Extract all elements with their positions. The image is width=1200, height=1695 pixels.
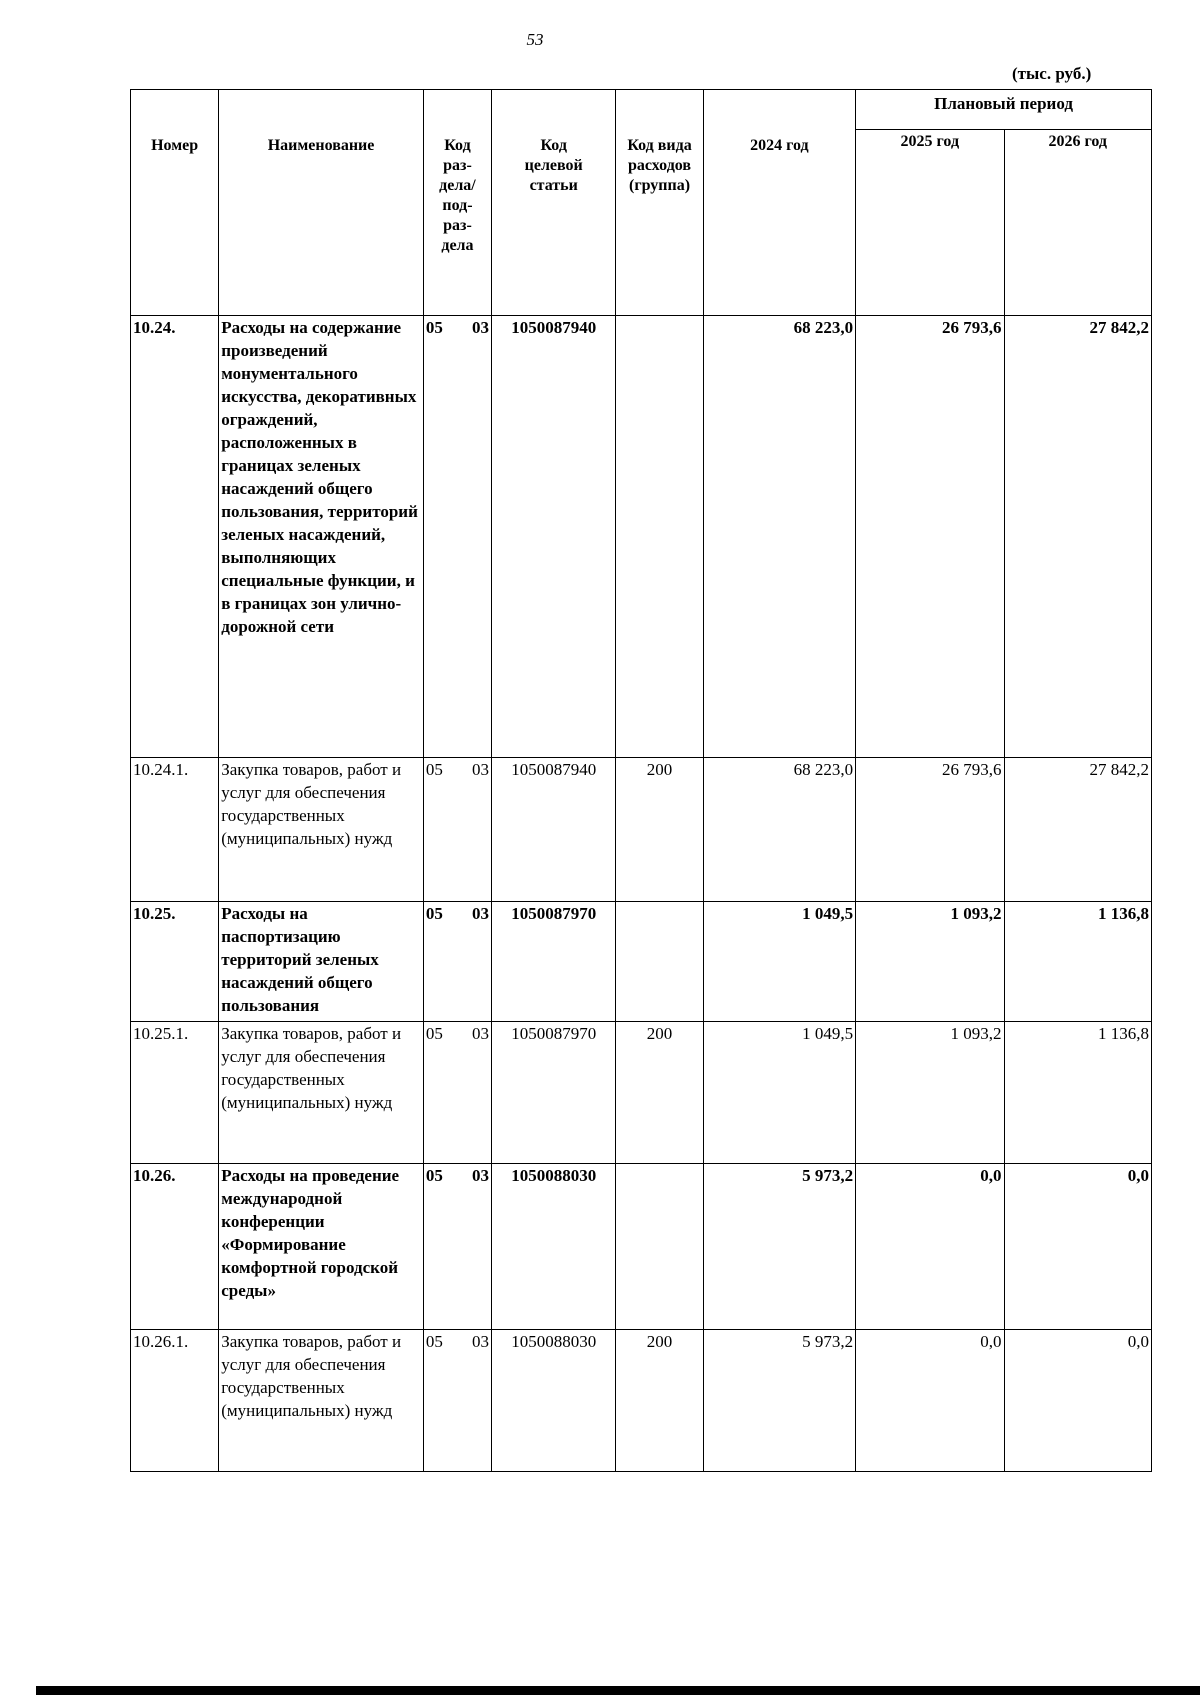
header-name: Наименование (219, 90, 424, 316)
table-row (131, 316, 1152, 758)
row-2026: 1 136,8 (1004, 1022, 1152, 1164)
row-2025: 0,0 (856, 1330, 1004, 1472)
table-row (131, 758, 1152, 902)
row-number: 10.26. (131, 1164, 219, 1330)
row-2024: 1 049,5 (703, 1022, 855, 1164)
row-expense-type: 200 (616, 1330, 703, 1472)
row-number: 10.24.1. (131, 758, 219, 902)
row-name: Закупка товаров, работ и услуг для обеспечения государственных (муниципальных) нужд (219, 758, 424, 902)
row-target-code: 1050087940 (492, 316, 616, 758)
row-target-code: 1050088030 (492, 1330, 616, 1472)
row-expense-type (616, 902, 703, 1022)
row-number: 10.26.1. (131, 1330, 219, 1472)
row-2024: 68 223,0 (703, 316, 855, 758)
row-expense-type (616, 316, 703, 758)
row-section: 05 03 (423, 902, 491, 1022)
row-2024: 5 973,2 (703, 1330, 855, 1472)
row-2025: 1 093,2 (856, 902, 1004, 1022)
row-section: 05 03 (423, 758, 491, 902)
table-row (131, 1164, 1152, 1330)
row-section: 05 03 (423, 1164, 491, 1330)
row-number: 10.24. (131, 316, 219, 758)
row-target-code: 1050087940 (492, 758, 616, 902)
units-label: (тыс. руб.) (1012, 64, 1092, 83)
row-2024: 1 049,5 (703, 902, 855, 1022)
row-expense-type: 200 (616, 758, 703, 902)
row-2024: 5 973,2 (703, 1164, 855, 1330)
row-name: Закупка товаров, работ и услуг для обеспечения государственных (муниципальных) нужд (219, 1022, 424, 1164)
row-target-code: 1050088030 (492, 1164, 616, 1330)
row-2026: 27 842,2 (1004, 758, 1152, 902)
row-section: 05 03 (423, 1330, 491, 1472)
header-number: Номер (131, 90, 219, 316)
row-2025: 26 793,6 (856, 758, 1004, 902)
header-expense-type: Код вида расходов (группа) (616, 90, 703, 316)
row-2025: 26 793,6 (856, 316, 1004, 758)
row-2024: 68 223,0 (703, 758, 855, 902)
header-planned-period: Плановый период (856, 90, 1152, 130)
row-section: 05 03 (423, 316, 491, 758)
row-2026: 1 136,8 (1004, 902, 1152, 1022)
header-2026: 2026 год (1004, 130, 1152, 316)
row-2026: 0,0 (1004, 1330, 1152, 1472)
row-expense-type: 200 (616, 1022, 703, 1164)
table-row (131, 1330, 1152, 1472)
table-row (131, 1022, 1152, 1164)
row-2025: 0,0 (856, 1164, 1004, 1330)
header-2024: 2024 год (703, 90, 855, 316)
page-number: 53 (526, 30, 544, 49)
row-number: 10.25.1. (131, 1022, 219, 1164)
row-2026: 0,0 (1004, 1164, 1152, 1330)
row-name: Расходы на проведение международной конференции «Формирование комфортной городской среды» (219, 1164, 424, 1330)
row-name: Расходы на паспортизацию территорий зеленых насаждений общего пользования (219, 902, 424, 1022)
row-number: 10.25. (131, 902, 219, 1022)
table-header (131, 90, 1152, 316)
scan-edge-bar (36, 1686, 1200, 1695)
header-section-code: Код раз- дела/ под- раз- дела (423, 90, 491, 316)
table-row (131, 902, 1152, 1022)
row-name: Закупка товаров, работ и услуг для обеспечения государственных (муниципальных) нужд (219, 1330, 424, 1472)
row-2025: 1 093,2 (856, 1022, 1004, 1164)
budget-table (130, 89, 1152, 1472)
row-target-code: 1050087970 (492, 902, 616, 1022)
row-target-code: 1050087970 (492, 1022, 616, 1164)
row-expense-type (616, 1164, 703, 1330)
row-2026: 27 842,2 (1004, 316, 1152, 758)
row-section: 05 03 (423, 1022, 491, 1164)
row-name: Расходы на содержание произведений монументального искусства, декоративных ограждений, расположенных в границах зеленых насаждений общего пользования, территорий зеленых насаждений, выполняющих специальные функции, и в границах зон улично-дорожной сети (219, 316, 424, 758)
header-2025: 2025 год (856, 130, 1004, 316)
header-target-code: Код целевой статьи (492, 90, 616, 316)
